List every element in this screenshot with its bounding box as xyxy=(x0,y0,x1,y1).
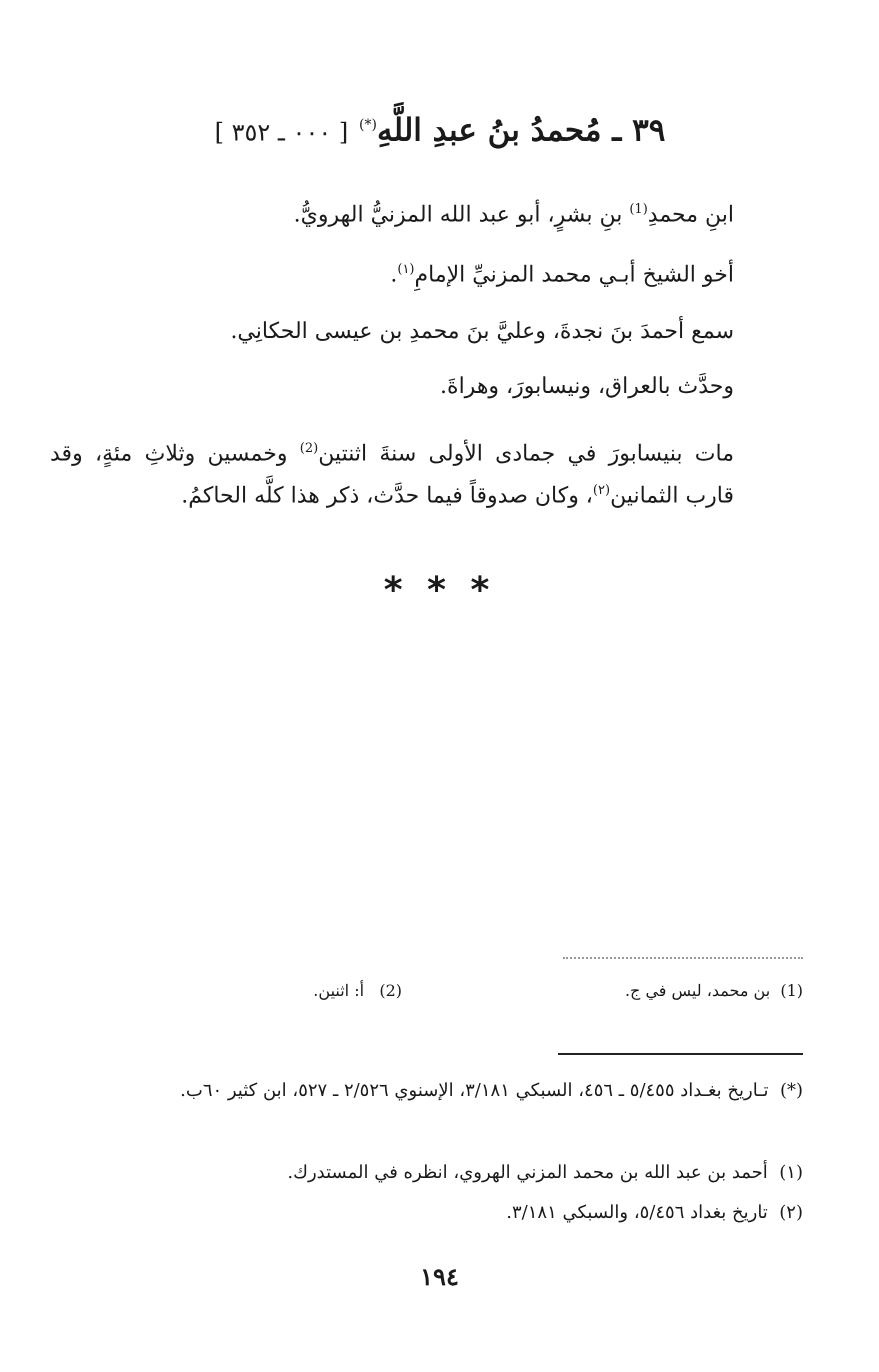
body-line-1 xyxy=(294,193,734,232)
footnote-marker: (٢) xyxy=(779,1202,803,1223)
body-para-a: مات بنيسابورَ في جمادى الأولى سنةَ اثنتين xyxy=(318,441,734,467)
body-line-1-b: بنِ بشرٍ، أبو عبد الله المزنيُّ الهرويُّ. xyxy=(293,202,630,228)
footnote-2 xyxy=(506,1197,803,1229)
footnote-marker: (*) xyxy=(779,1080,803,1101)
variant-note-1 xyxy=(625,978,803,1004)
variant-note-number: (1) xyxy=(780,981,803,1000)
body-para-b: وخمسين وثلاثِ مئةٍ، وقد قارب الثمانين xyxy=(50,441,734,509)
variant-note-text: بن محمد، ليس في ج. xyxy=(624,981,771,1000)
footnotes-divider xyxy=(558,1053,803,1055)
body-line-1-a: ابنِ محمدِ xyxy=(647,202,734,228)
footnote-ref-1b: (١) xyxy=(397,262,415,277)
footnote-1 xyxy=(287,1157,803,1189)
footnote-source xyxy=(50,1075,803,1107)
variant-note-2 xyxy=(313,978,402,1004)
footnote-text: تاريخ بغداد ٥/٤٥٦، والسبكي ٣/١٨١. xyxy=(506,1202,768,1223)
entry-title-text: ٣٩ ـ مُحمدُ بنُ عبدِ اللَّهِ xyxy=(376,112,666,149)
entry-title-marker: (*) xyxy=(359,117,377,133)
body-para-c: ، وكان صدوقاً فيما حدَّث، ذكر هذا كلَّه الحاكمُ. xyxy=(181,483,593,509)
body-line-2-a: أخو الشيخ أبـي محمد المزنيِّ الإمامِ xyxy=(414,262,734,288)
entry-date-range: [ ٠٠٠ ـ ٣٥٢ ] xyxy=(214,118,349,147)
footnote-text: أحمد بن عبد الله بن محمد المزني الهروي، انظره في المستدرك. xyxy=(287,1162,768,1183)
variant-notes-divider xyxy=(563,957,803,959)
footnote-ref-1: (1) xyxy=(629,202,648,217)
footnote-text: تـاريخ بغـداد ٥/٤٥٥ ـ ٤٥٦، السبكي ٣/١٨١، الإسنوي ٢/٥٢٦ ـ ٥٢٧، ابن كثير ٦٠ب. xyxy=(180,1080,769,1101)
footnote-ref-2b: (٢) xyxy=(592,483,611,499)
body-paragraph xyxy=(50,430,734,515)
body-line-4: وحدَّث بالعراق، ونيسابورَ، وهراةَ. xyxy=(440,374,734,399)
footnote-marker: (١) xyxy=(779,1162,803,1183)
page-number: ١٩٤ xyxy=(420,1262,459,1291)
body-line-2-end: . xyxy=(390,262,398,288)
entry-title xyxy=(100,100,780,150)
body-line-3: سمع أحمدَ بنَ نجدةَ، وعليَّ بنَ محمدِ بن عيسى الحكانِي. xyxy=(230,319,734,344)
variant-note-number: (2) xyxy=(379,981,402,1000)
footnote-ref-2: (2) xyxy=(299,441,319,456)
section-separator: * * * xyxy=(383,570,496,611)
variant-note-text: أ: اثنين. xyxy=(313,981,365,1000)
body-line-2 xyxy=(390,253,734,292)
